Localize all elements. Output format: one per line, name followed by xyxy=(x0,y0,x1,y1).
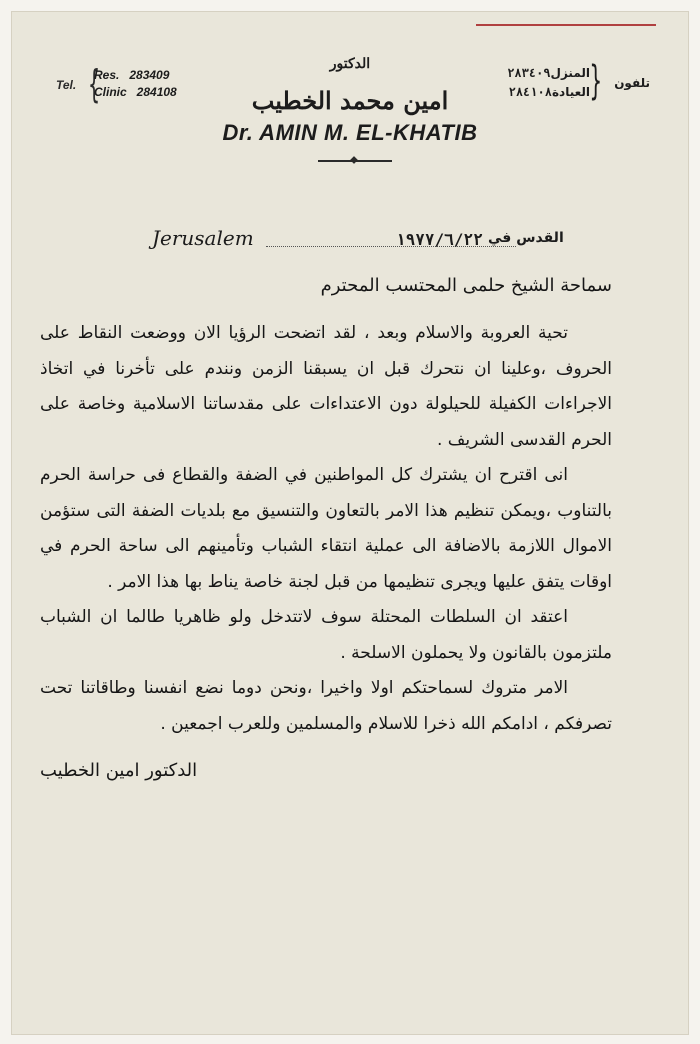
salutation: سماحة الشيخ حلمى المحتسب المحترم xyxy=(320,275,612,296)
header-divider xyxy=(318,160,392,162)
paragraph-1: تحية العروبة والاسلام وبعد ، لقد اتضحت الرؤيا الان ووضعت النقاط على الحروف ،وعلينا ان نتحرك قبل ان يسبقنا الزمن ونندم على تأخرنا في اتخاذ الاجراءات الكفيلة للحيلولة دون الاعتداءات على مقدساتنا الاسلامية وخاصة على الحرم القدسى الشريف . xyxy=(40,323,612,450)
phone-number: ٢٨٣٤٠٩ xyxy=(507,66,551,80)
phone-number: 283409 xyxy=(129,68,170,82)
city-arabic: القدس في xyxy=(488,230,564,246)
phone-row-home xyxy=(501,64,590,83)
phone-label: العيادة xyxy=(551,85,590,99)
tel-label-ar: تلفون xyxy=(614,76,650,90)
name-english: Dr. AMIN M. EL-KHATIB xyxy=(222,120,478,145)
paragraph-2: انى اقترح ان يشترك كل المواطنين في الضفة والقطاع فى حراسة الحرم بالتناوب ،ويمكن تنظيم هذا الامر بالتعاون والتنسيق مع بلديات الضفة التى ستؤمن الاموال اللازمة بالاضافة الى عملية انتقاء الشباب وتأمينهم الى ساحة الحرم في اوقات يتفق عليها ويجرى تنظيمها من قبل لجنة خاصة يناط بها هذا الامر . xyxy=(40,465,612,592)
city-english: Jerusalem xyxy=(152,226,254,250)
phone-label: Res. xyxy=(94,68,120,82)
paragraph-3: اعتقد ان السلطات المحتلة سوف لاتتدخل ولو ظاهريا طالما ان الشباب ملتزمون بالقانون ولا يحملون الاسلحة . xyxy=(40,607,612,663)
phone-block-ar xyxy=(490,58,650,112)
brace-icon: { xyxy=(588,58,602,104)
phone-label: Clinic xyxy=(94,85,127,99)
phone-row-clinic-ar xyxy=(501,83,590,102)
letterhead xyxy=(12,12,688,202)
phone-number: ٢٨٤١٠٨ xyxy=(508,85,552,99)
title-arabic: الدكتور xyxy=(329,56,371,72)
letter-body xyxy=(40,268,612,786)
letter-page xyxy=(12,12,688,1034)
tel-label-en: Tel. xyxy=(56,78,77,92)
paragraph-4: الامر متروك لسماحتكم اولا واخيرا ،ونحن دوما نضع انفسنا وطاقاتنا تحت تصرفكم ، ادامكم الله ذخرا للاسلام والمسلمين وللعرب اجمعين . xyxy=(40,678,612,734)
name-arabic: امين محمد الخطيب xyxy=(251,86,449,115)
brace-icon: { xyxy=(88,62,101,106)
signature: الدكتور امين الخطيب xyxy=(40,760,198,781)
phone-label: المنزل xyxy=(550,66,590,80)
dateline xyxy=(152,222,564,256)
phone-number: 284108 xyxy=(136,85,177,99)
letter-date: ١٩٧٧/٦/٢٢ xyxy=(396,230,483,249)
